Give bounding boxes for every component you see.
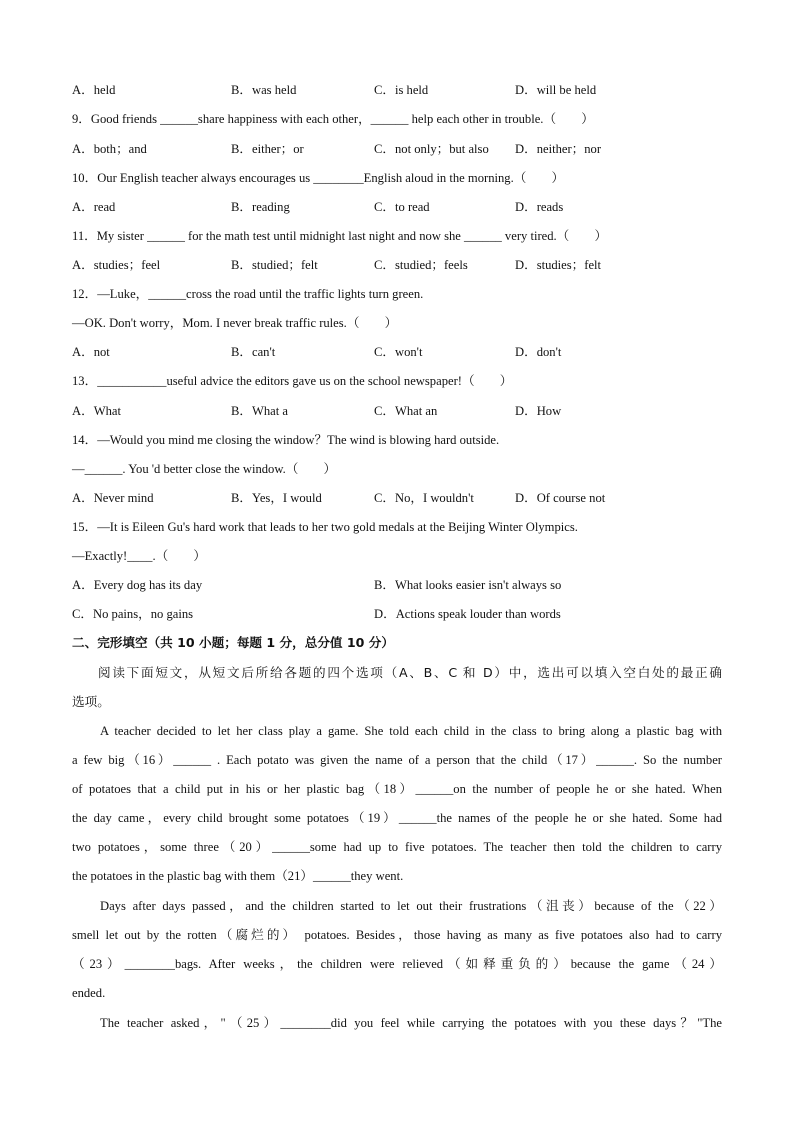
q15-option-a: A．Every dog has its day (72, 578, 203, 592)
section-heading-cloze: 二、完形填空（共 10 小题；每题 1 分，总分值 10 分） (72, 635, 394, 650)
passage-line: the potatoes in the plastic bag with them（21）______they went. (72, 869, 404, 883)
q9-option-b: B．either；or (231, 142, 304, 156)
passage-line: smell let out by the rotten（腐烂的） potatoes. Besides，those having as many as five potatoes also had to carry (72, 928, 722, 942)
q9-stem: 9．Good friends ______share happiness with each other，______ help each other in trouble.（ ） (72, 112, 594, 126)
q10-option-d: D．reads (515, 200, 564, 214)
q15-option-d: D．Actions speak louder than words (374, 607, 561, 621)
q12-option-a: A．not (72, 345, 110, 359)
q13-stem: 13．___________useful advice the editors gave us on the school newspaper!（ ） (72, 374, 513, 388)
q12-response: —OK. Don't worry，Mom. I never break traffic rules.（ ） (72, 316, 398, 330)
q12-stem: 12．—Luke，______cross the road until the traffic lights turn green. (72, 287, 424, 301)
q8-option-c: C．is held (374, 83, 429, 97)
passage-line: of potatoes that a child put in his or her plastic bag（18）______on the number of people he or she hated. When (72, 782, 722, 796)
q10-stem: 10．Our English teacher always encourages us ________English aloud in the morning.（ ） (72, 171, 565, 185)
passage-line: The teacher asked，"（25）________did you feel while carrying the potatoes with you these days？"The (100, 1016, 722, 1030)
q8-option-b: B．was held (231, 83, 297, 97)
passage-paragraph-1 (72, 717, 722, 891)
q13-option-a: A．What (72, 404, 121, 418)
q12-option-d: D．don't (515, 345, 562, 359)
q9-option-c: C．not only；but also (374, 142, 489, 156)
q13-option-d: D．How (515, 404, 562, 418)
passage-line: a few big（16）______ . Each potato was given the name of a person that the child（17）______. So the number (72, 753, 722, 767)
passage-line: （23）________bags. After weeks，the children were relieved（如释重负的）because the game（24） (72, 957, 722, 971)
q12-option-b: B．can't (231, 345, 276, 359)
q14-option-a: A．Never mind (72, 491, 154, 505)
passage-line: A teacher decided to let her class play a game. She told each child in the class to bring along a plastic bag with (100, 724, 722, 738)
passage-paragraph-2 (72, 892, 722, 1008)
q14-stem: 14．—Would you mind me closing the window？The wind is blowing hard outside. (72, 433, 500, 447)
instruction-line-2: 选项。 (72, 694, 110, 709)
q11-stem: 11．My sister ______ for the math test until midnight last night and now she ______ very tired.（ ） (72, 229, 608, 243)
q8-option-d: D．will be held (515, 83, 597, 97)
passage-line: two potatoes，some three（20）______some had up to five potatoes. The teacher then told the children to carry (72, 840, 722, 854)
passage-line: ended. (72, 986, 106, 1000)
q9-option-d: D．neither；nor (515, 142, 602, 156)
q8-option-a: A．held (72, 83, 116, 97)
section-instruction (72, 658, 722, 716)
passage-line: the day came，every child brought some potatoes（19）______the names of the people he or she hated. Some had (72, 811, 722, 825)
q15-response: —Exactly!____.（ ） (72, 549, 206, 563)
q14-option-d: D．Of course not (515, 491, 606, 505)
q10-option-c: C．to read (374, 200, 430, 214)
q11-option-a: A．studies；feel (72, 258, 161, 272)
q14-option-c: C．No，I wouldn't (374, 491, 474, 505)
q14-response: —______. You 'd better close the window.（ ） (72, 462, 337, 476)
q14-option-b: B．Yes，I would (231, 491, 322, 505)
q11-option-b: B．studied；felt (231, 258, 318, 272)
q15-option-c: C．No pains，no gains (72, 607, 194, 621)
q10-option-a: A．read (72, 200, 116, 214)
instruction-line-1: 阅读下面短文，从短文后所给各题的四个选项（A、B、C 和 D）中，选出可以填入空白处的最正确 (98, 665, 722, 680)
q11-option-d: D．studies；felt (515, 258, 602, 272)
q15-option-b: B．What looks easier isn't always so (374, 578, 562, 592)
q12-option-c: C．won't (374, 345, 423, 359)
q15-stem: 15．—It is Eileen Gu's hard work that leads to her two gold medals at the Beijing Winter Olympics. (72, 520, 578, 534)
passage-paragraph-3 (72, 1009, 722, 1038)
q13-option-c: C．What an (374, 404, 438, 418)
q10-option-b: B．reading (231, 200, 290, 214)
passage-line: Days after days passed，and the children started to let out their frustrations（沮丧）because of the（22） (100, 899, 722, 913)
q9-option-a: A．both；and (72, 142, 147, 156)
q11-option-c: C．studied；feels (374, 258, 468, 272)
q13-option-b: B．What a (231, 404, 289, 418)
